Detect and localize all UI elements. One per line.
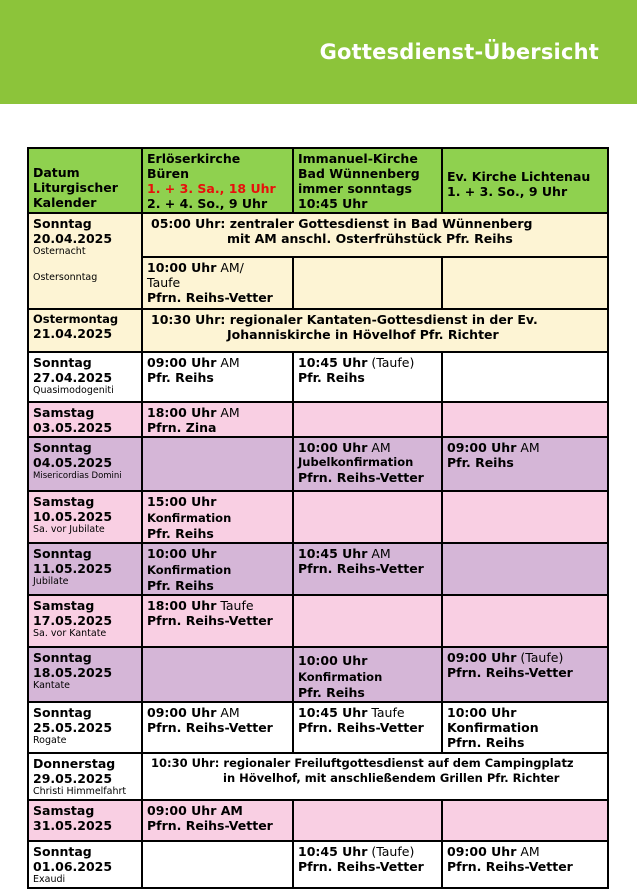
header-banner (0, 0, 637, 104)
service-cell (442, 352, 608, 402)
service-cell (142, 647, 293, 702)
service-cell: 10:00 Uhr Konfirmation Pfrn. Reihs (442, 702, 608, 753)
date-cell: Samstag 17.05.2025 Sa. vor Kantate (28, 595, 142, 647)
date-cell: Ostermontag 21.04.2025 (28, 309, 142, 352)
service-cell: 10:00 Uhr AM/ Taufe Pfrn. Reihs-Vetter (142, 257, 293, 309)
service-cell (442, 800, 608, 841)
header-immanuel-cell: Immanuel-Kirche Bad Wünnenberg immer sonntags 10:45 Uhr (293, 148, 442, 213)
table-header-row (28, 148, 608, 213)
service-cell (442, 595, 608, 647)
page-title: Gottesdienst-Übersicht (319, 40, 599, 64)
date-cell: Samstag 03.05.2025 (28, 402, 142, 437)
service-cell (142, 437, 293, 491)
table-row (28, 595, 608, 647)
service-cell (142, 841, 293, 888)
table-row (28, 841, 608, 888)
schedule-table (27, 147, 609, 889)
service-cell (442, 491, 608, 543)
service-cell-merged: 10:30 Uhr: regionaler Freiluftgottesdienst auf dem Campingplatz in Hövelhof, mit anschließendem Grillen Pfr. Richter (142, 753, 608, 800)
service-cell (442, 543, 608, 595)
header-date-cell: Datum Liturgischer Kalender (28, 148, 142, 213)
service-cell: 09:00 Uhr AM Pfrn. Reihs-Vetter (142, 702, 293, 753)
service-cell: 10:45 Uhr (Taufe) Pfrn. Reihs-Vetter (293, 841, 442, 888)
date-cell: Sonntag 01.06.2025 Exaudi (28, 841, 142, 888)
date-cell: Sonntag 18.05.2025 Kantate (28, 647, 142, 702)
service-cell: 18:00 Uhr AM Pfrn. Zina (142, 402, 293, 437)
table-row (28, 352, 608, 402)
date-cell: Sonntag 27.04.2025 Quasimodogeniti (28, 352, 142, 402)
table-row (28, 753, 608, 800)
service-cell-merged: 05:00 Uhr: zentraler Gottesdienst in Bad Wünnenberg mit AM anschl. Osterfrühstück Pfr. Reihs (142, 213, 608, 257)
table-row (28, 702, 608, 753)
service-cell: 10:00 Uhr Konfirmation Pfr. Reihs (293, 647, 442, 702)
service-cell: 18:00 Uhr Taufe Pfrn. Reihs-Vetter (142, 595, 293, 647)
service-cell: 10:45 Uhr AM Pfrn. Reihs-Vetter (293, 543, 442, 595)
service-cell: 09:00 Uhr (Taufe) Pfrn. Reihs-Vetter (442, 647, 608, 702)
table-row (28, 437, 608, 491)
service-cell (293, 402, 442, 437)
table-row (28, 543, 608, 595)
service-cell (442, 402, 608, 437)
table-row (28, 402, 608, 437)
service-cell: 10:00 Uhr Konfirmation Pfr. Reihs (142, 543, 293, 595)
service-cell-merged: 10:30 Uhr: regionaler Kantaten-Gottesdienst in der Ev. Johanniskirche in Hövelhof Pfr. Richter (142, 309, 608, 352)
table-row (28, 213, 608, 257)
service-cell: 09:00 Uhr AM Pfr. Reihs (442, 437, 608, 491)
date-cell: Sonntag 04.05.2025 Misericordias Domini (28, 437, 142, 491)
table-row (28, 647, 608, 702)
service-cell (293, 257, 442, 309)
service-cell (293, 595, 442, 647)
header-erloeserkirche-cell: Erlöserkirche Büren 1. + 3. Sa., 18 Uhr 2. + 4. So., 9 Uhr (142, 148, 293, 213)
date-cell: Sonntag 20.04.2025 Osternacht Ostersonntag (28, 213, 142, 309)
service-cell: 10:45 Uhr Taufe Pfrn. Reihs-Vetter (293, 702, 442, 753)
date-cell: Samstag 31.05.2025 (28, 800, 142, 841)
service-cell (293, 800, 442, 841)
date-cell: Sonntag 25.05.2025 Rogate (28, 702, 142, 753)
service-cell (442, 257, 608, 309)
service-cell (293, 491, 442, 543)
table-row (28, 800, 608, 841)
table-row (28, 309, 608, 352)
service-cell: 10:45 Uhr (Taufe) Pfr. Reihs (293, 352, 442, 402)
date-cell: Sonntag 11.05.2025 Jubilate (28, 543, 142, 595)
service-cell: 09:00 Uhr AM Pfrn. Reihs-Vetter (142, 800, 293, 841)
service-cell: 09:00 Uhr AM Pfr. Reihs (142, 352, 293, 402)
service-cell: 09:00 Uhr AM Pfrn. Reihs-Vetter (442, 841, 608, 888)
table-row (28, 491, 608, 543)
date-cell: Donnerstag 29.05.2025 Christi Himmelfahrt (28, 753, 142, 800)
service-cell: 15:00 Uhr Konfirmation Pfr. Reihs (142, 491, 293, 543)
service-cell: 10:00 Uhr AM Jubelkonfirmation Pfrn. Reihs-Vetter (293, 437, 442, 491)
date-cell: Samstag 10.05.2025 Sa. vor Jubilate (28, 491, 142, 543)
header-lichtenau-cell: Ev. Kirche Lichtenau 1. + 3. So., 9 Uhr (442, 148, 608, 213)
